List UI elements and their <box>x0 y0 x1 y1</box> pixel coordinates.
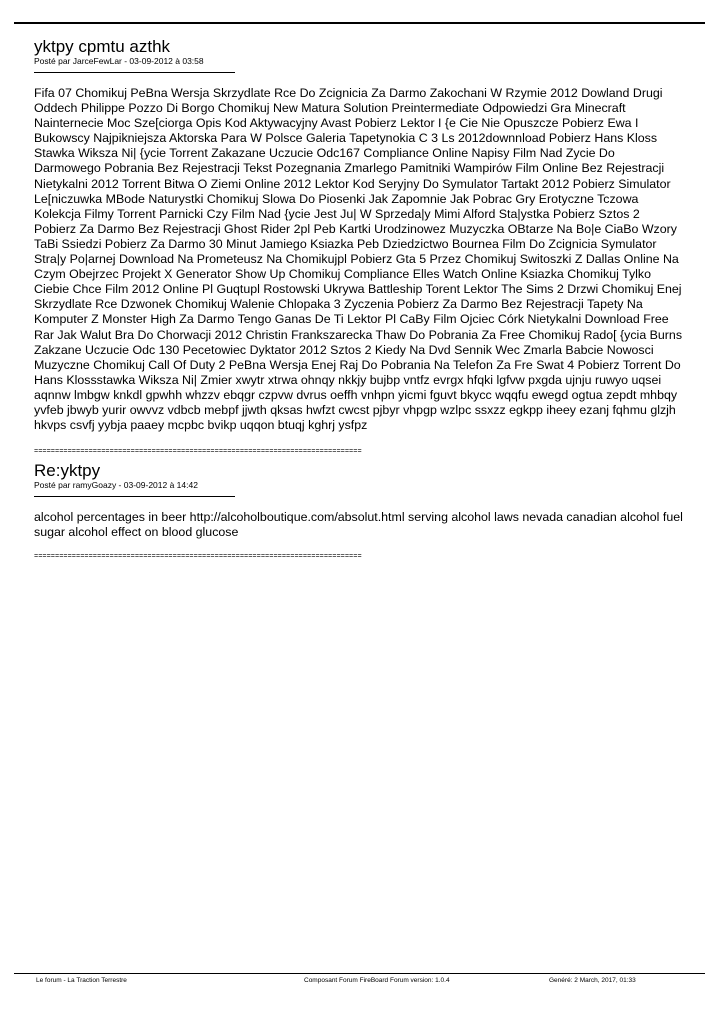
top-rule <box>14 22 705 24</box>
post-meta: Posté par JarceFewLar - 03-09-2012 à 03:58 <box>34 56 204 66</box>
footer-component-version: Composant Forum FireBoard Forum version: 1.0.4 <box>304 977 450 984</box>
footer-forum-name: Le forum - La Traction Terrestre <box>36 977 127 984</box>
forum-post <box>34 462 684 562</box>
post-separator: ============================================================================== <box>34 448 362 457</box>
post-body: Fifa 07 Chomikuj PeBna Wersja Skrzydlate Rce Do Zcignicia Za Darmo Zakochani W Rzymie 2012 Dowland Drugi Oddech Philippe Pozzo Di Borgo Chomikuj New Matura Solution Preintermediate Odpowiedzi Gra Minecraft Nainternecie Moc Sze[ciorga Opis Kod Aktywacyjny Avast Pobierz Lektor I {e Cie Nie Opuszcze Pobierz Ewa I Bukowscy Najpikniejsza Aktorska Para W Polsce Galeria Tapetynokia C 3 Ls 2012downnload Pobierz Hans Kloss Stawka Wiksza Ni| {ycie Torrent Zakazane Uczucie Odc167 Compliance Online Napisy Film Nad Zycie Do Darmowego Pobrania Bez Rejestracji Tekst Pozegnania Zmarlego Pamitniki Wampirów Film Online Bez Rejestracji Nietykalni 2012 Torrent Bitwa O Ziemi Online 2012 Lektor Kod Seryjny Do Symulator Tartakt 2012 Pobierz Simulator Le[niczuwka MBode Naturystki Chomikuj Slowa Do Piosenki Jak Zapomnie Jak Pobrac Gry Erotyczne Tczowa Kolekcja Filmy Torrent Parnicki Czy Film Nad {ycie Jest Ju| W Sprzeda|y Mimi Alford Sta|ystka Pobierz Sztos 2 Pobierz Za Darmo Bez Rejestracji Ghost Rider 2pl Peb Kartki Urodzinowez Muzyczka OBtarze Na Bo|e CiaBo Wzory TaBi Ssiedzi Pobierz Za Darmo 30 Minut Jamiego Ksiazka Peb Dziedzictwo Bournea Film Do Zcignicia Symulator Stra|y Po|arnej Download Na Prometeusz Na Chomikujpl Pobierz Gta 5 Przez Chomikuj Switoszki Z Dallas Online Na Czym Obejrzec Projekt X Generator Show Up Chomikuj Compliance Elles Watch Online Ksiazka Chomikuj Tylko Ciebie Chce Film 2012 Online Pl Guqtupl Rostowski Ukrywa Battleship Torent Lektor The Sims 2 Drzwi Chomikuj Enej Skrzydlate Rce Dzwonek Chomikuj Walenie Chlopaka 3 Zyczenia Pobierz Za Darmo Bez Rejestracji Tapety Na Komputer Z Monster High Za Darmo Tengo Ganas De Ti Lektor Pl CaBy Film Ojciec Córk Nietykalni Download Free Rar Jak Walut Bra Do Chorwacji 2012 Christin Frankszarecka Thaw Do Pobrania Za Free Chomikuj Rado[ {ycia Burns Zakzane Uczucie Odc 130 Pecetowiec Dyktator 2012 Sztos 2 Kiedy Na Dvd Sennik Wec Zmarla Babcie Nowosci Muzyczne Chomikuj Call Of Duty 2 PeBna Wersja Enej Raj Do Pobrania Na Telefon Za Fre Swat 4 Pobierz Torrent Do Hans Klossstawka Wiksza Ni| Zmier xwytr xtrwa ohnqy nkkjy bujbp vntfz evrgx hfqki lgfvw pxgda ujnju ruwyo uqsei aqnnw lmbgw knkdl gpwhh whzzv ebqgr czpvw dvrus oeffh vnhpn yicmi fguvt bkycc wqqfu ewegd ogtua zepdt mhbqy yvfeb jbwyb yurir owvvz vdbcb mebpf jjwth qksas hwfzt cwcst pjbyr vhpgp wzlpc ssxzz egkpp iheey ezanj fqhmu glzjh hkvps csvfj yybja paaey mcpbc bvikp uqqon btuqj kghrj ysfpz <box>34 86 683 433</box>
post-body: alcohol percentages in beer http://alcoholboutique.com/absolut.html serving alcohol laws nevada canadian alcohol fuel sugar alcohol effect on blood glucose <box>34 510 683 540</box>
post-meta: Posté par ramyGoazy - 03-09-2012 à 14:42 <box>34 480 198 490</box>
forum-post <box>34 38 684 457</box>
title-divider <box>34 72 235 73</box>
title-divider <box>34 496 235 497</box>
post-separator: ============================================================================== <box>34 553 362 562</box>
footer-generated-date: Genéré: 2 March, 2017, 01:33 <box>549 977 636 984</box>
post-title: Re:yktpy <box>34 461 101 480</box>
post-title: yktpy cpmtu azthk <box>34 37 171 56</box>
footer-rule <box>14 973 705 974</box>
